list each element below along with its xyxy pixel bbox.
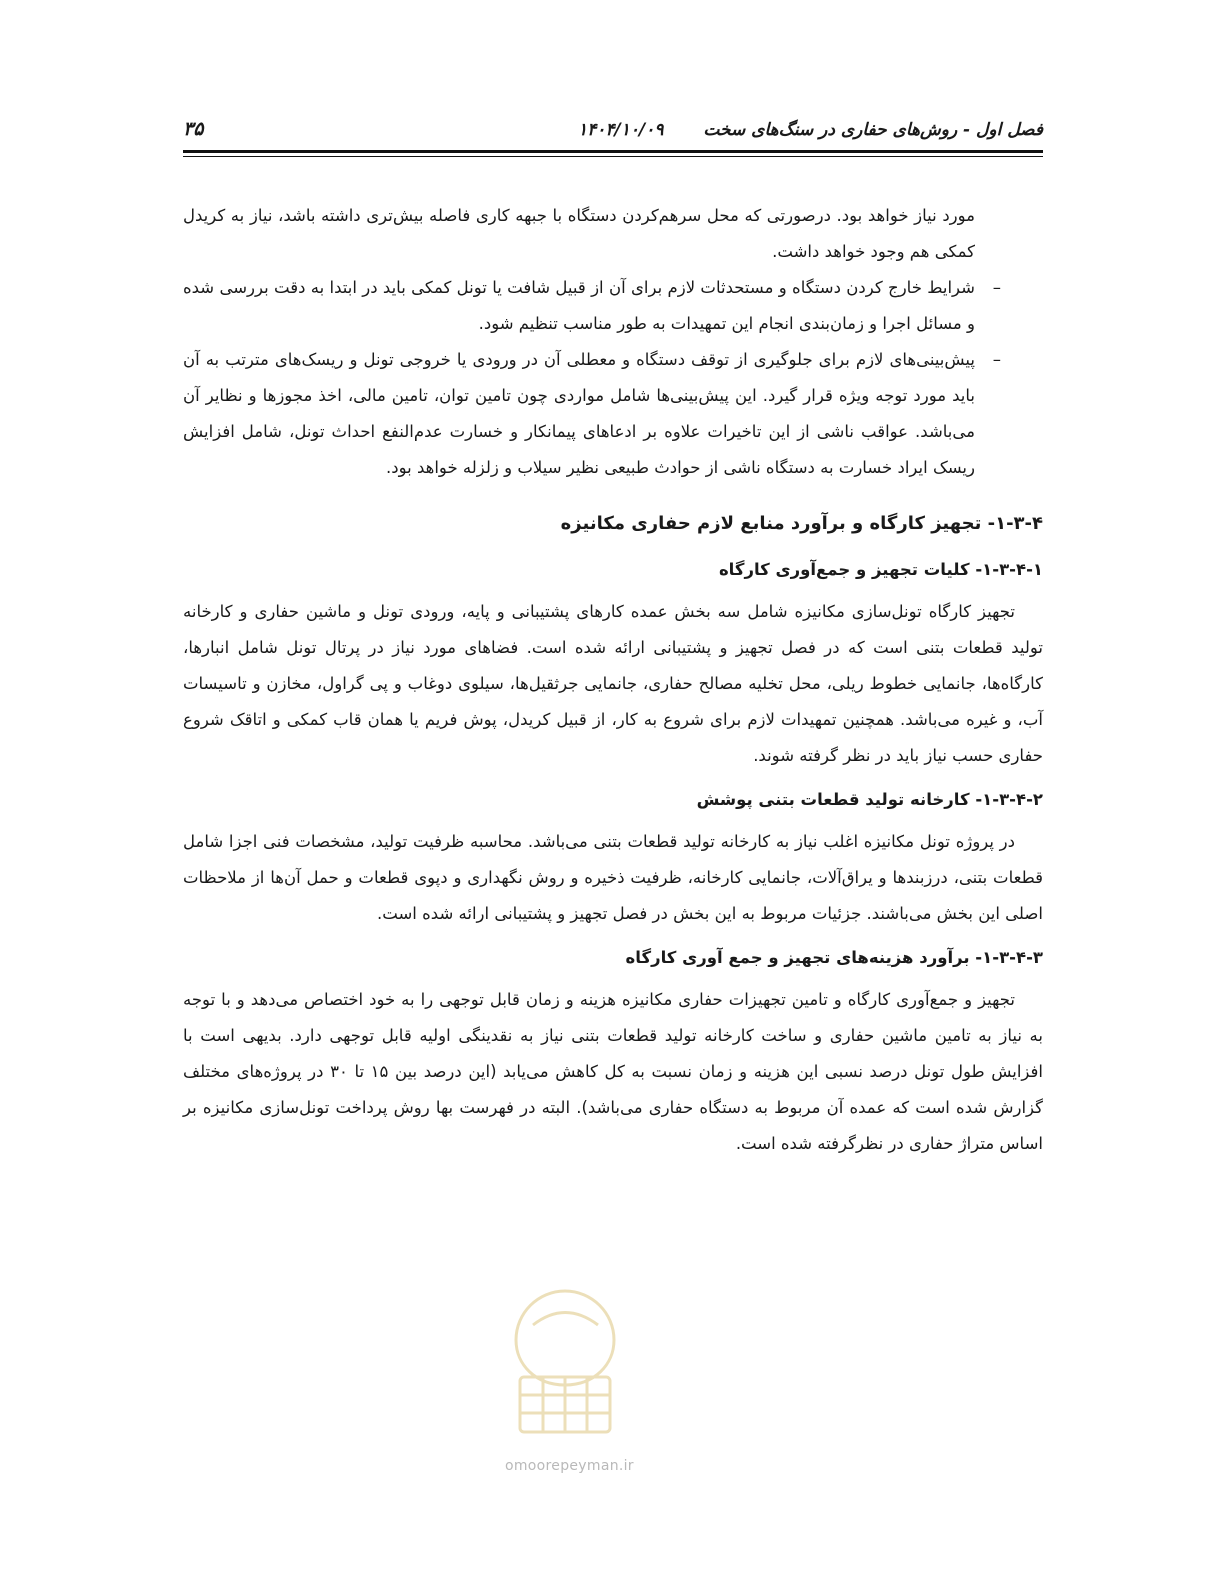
- watermark-website: omoorepeyman.ir: [505, 1458, 634, 1474]
- header-date: ۱۴۰۴/۱۰/۰۹: [578, 120, 664, 140]
- bullet-text: پیش‌بینی‌های لازم برای جلوگیری از توقف دستگاه و معطلی آن در ورودی یا خروجی تونل و ریسک‌های مترتب به آن باید مورد توجه ویژه قرار گیرد. این پیش‌بینی‌ها شامل مواردی چون تامین توان، تامین مالی، اخذ مجوزها و نظایر آن می‌باشد. عواقب ناشی از این تاخیرات علاوه بر ادعاهای پیمانکار و خسارت عدم‌النفع احداث تونل، شامل افزایش ریسک ایراد خسارت به دستگاه ناشی از حوادث طبیعی نظیر سیلاب و زلزله خواهد بود.: [183, 350, 975, 477]
- section-heading: ۱-۳-۴- تجهیز کارگاه و برآورد منابع لازم حفاری مکانیزه: [560, 513, 1043, 534]
- intro-continuation: مورد نیاز خواهد بود. درصورتی که محل سرهم‌کردن دستگاه با جبهه کاری فاصله بیش‌تری داشته باشد، نیاز به کریدل کمکی هم وجود خواهد داشت.: [183, 206, 975, 261]
- bullet-item: [183, 342, 1043, 486]
- subsection-paragraph: تجهیز و جمع‌آوری کارگاه و تامین تجهیزات حفاری مکانیزه هزینه و زمان قابل توجهی را به خود اختصاص می‌دهد و با توجه به نیاز به تامین ماشین حفاری و ساخت کارخانه تولید قطعات بتنی نیاز به نقدینگی اولیه قابل توجهی دارد. بدیهی است با افزایش طول تونل درصد نسبی این هزینه و زمان نسبت به کل کاهش می‌یابد (این درصد بین ۱۵ تا ۳۰ در پروژه‌های مختلف گزارش شده است که عمده آن مربوط به دستگاه حفاری می‌باشد). البته در فهرست بها روش پرداخت تونل‌سازی مکانیزه بر اساس متراژ حفاری در نظرگرفته شده است.: [183, 990, 1044, 1153]
- bullet-text: شرایط خارج کردن دستگاه و مستحدثات لازم برای آن از قبیل شافت یا تونل کمکی باید در ابتدا به دقت بررسی شده و مسائل اجرا و زمان‌بندی انجام این تمهیدات به طور مناسب تنظیم شود.: [183, 278, 975, 333]
- chapter-title: فصل اول - روش‌های حفاری در سنگ‌های سخت: [703, 120, 1043, 140]
- dash-bullet-icon: –: [992, 278, 1001, 297]
- subsection-heading: ۱-۳-۴-۱- کلیات تجهیز و جمع‌آوری کارگاه: [718, 560, 1043, 579]
- bullet-item: [183, 270, 1043, 342]
- header-rule-thin: [183, 156, 1043, 157]
- subsection-heading: ۱-۳-۴-۳- برآورد هزینه‌های تجهیز و جمع آوری کارگاه: [625, 948, 1043, 967]
- subsection-heading: ۱-۳-۴-۲- کارخانه تولید قطعات بتنی پوشش: [696, 790, 1043, 809]
- page-body: [183, 198, 1043, 1162]
- watermark-seal-icon: [498, 1285, 633, 1440]
- subsection-paragraph: تجهیز کارگاه تونل‌سازی مکانیزه شامل سه بخش عمده کارهای پشتیبانی و پایه، ورودی تونل و ماشین حفاری و کارخانه تولید قطعات بتنی است که در فصل تجهیز و پشتیبانی ارائه شده است. فضاهای مورد نیاز در پرتال تونل شامل انبارها، کارگاه‌ها، جانمایی خطوط ریلی، محل تخلیه مصالح حفاری، جانمایی جرثقیل‌ها، سیلوی دوغاب و پی گراول، مخازن و تاسیسات آب، و غیره می‌باشد. همچنین تمهیدات لازم برای شروع به کار، از قبیل کریدل، پوش فریم یا همان قاب کمکی و اتاقک شروع حفاری حسب نیاز باید در نظر گرفته شوند.: [183, 602, 1043, 765]
- page-number: ۳۵: [183, 118, 204, 140]
- subsection-paragraph: در پروژه تونل مکانیزه اغلب نیاز به کارخانه تولید قطعات بتنی می‌باشد. محاسبه ظرفیت تولید، مشخصات فنی اجزا شامل قطعات بتنی، درزبندها و یراق‌آلات، جانمایی کارخانه، ظرفیت ذخیره و روش نگهداری و دپوی قطعات و حمل آن‌ها از ملاحظات اصلی این بخش می‌باشند. جزئیات مربوط به این بخش در فصل تجهیز و پشتیبانی ارائه شده است.: [183, 832, 1043, 923]
- bullet-list: [183, 270, 1043, 486]
- dash-bullet-icon: –: [992, 350, 1001, 369]
- header-rule-thick: [183, 150, 1043, 153]
- running-header: [183, 118, 1043, 148]
